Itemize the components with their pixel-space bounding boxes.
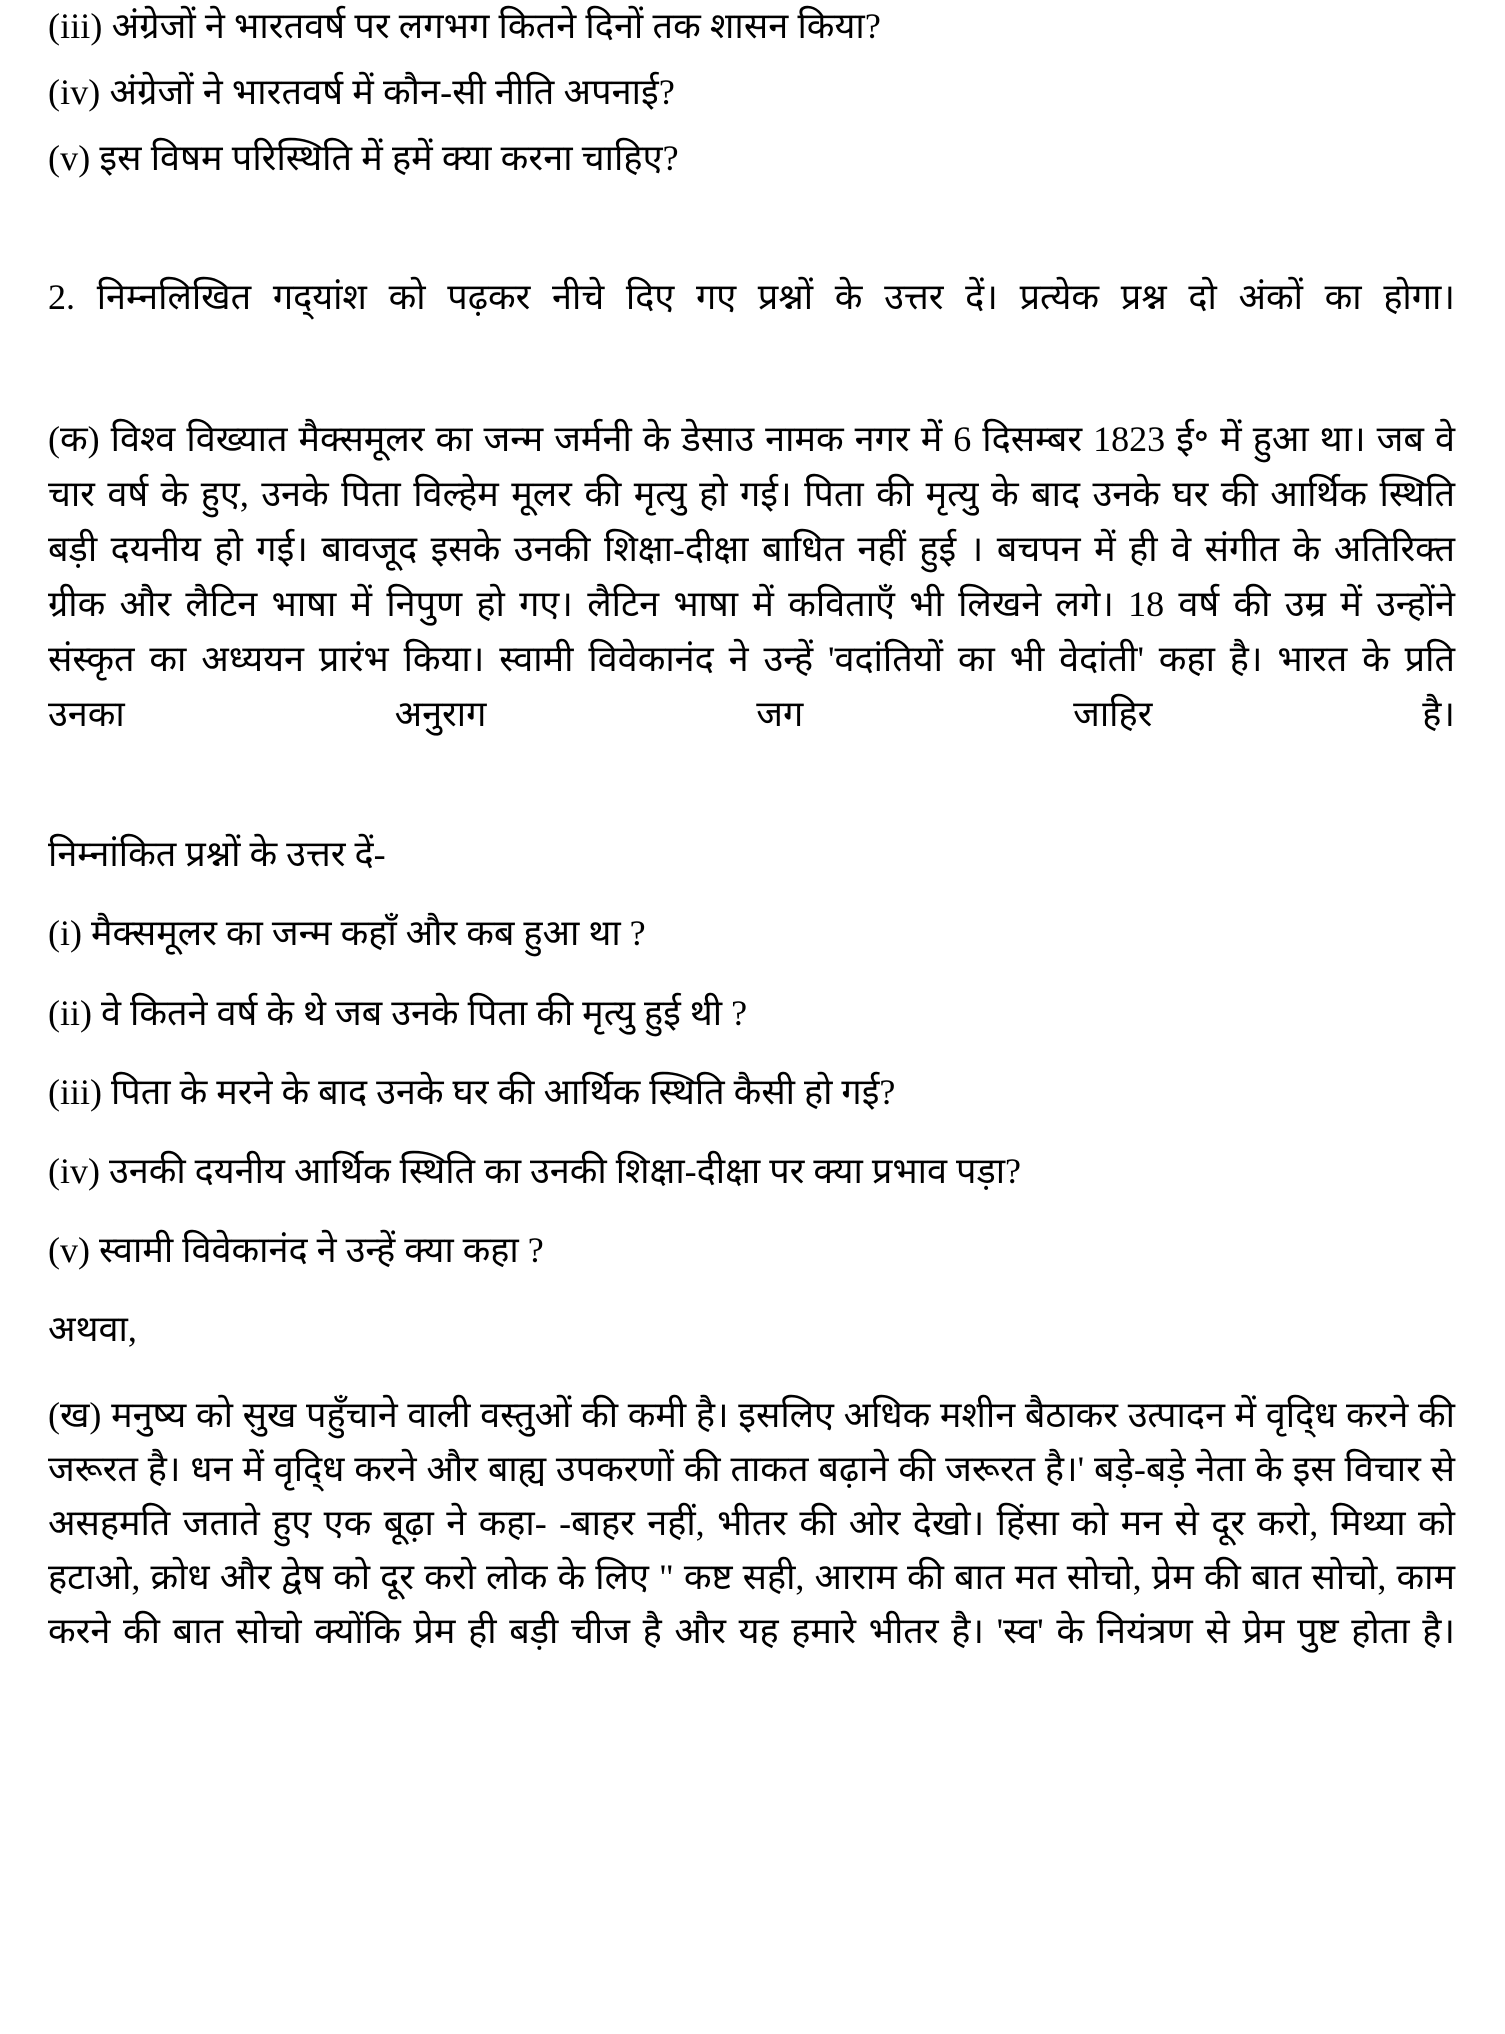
passage-a-question-v bbox=[48, 1229, 1455, 1272]
question-iv-text: अंग्रेजों ने भारतवर्ष में कौन-सी नीति अपनाई? bbox=[109, 72, 675, 112]
passage-a-marker: (क) bbox=[48, 418, 100, 459]
passage-a-question-v-marker: (v) bbox=[48, 1230, 90, 1271]
passage-a-question-ii-marker: (ii) bbox=[48, 992, 92, 1033]
passage-b-marker: (ख) bbox=[48, 1394, 102, 1435]
question-block-v bbox=[48, 140, 1455, 176]
passage-a-question-ii-text: वे कितने वर्ष के थे जब उनके पिता की मृत्यु हुई थी ? bbox=[100, 992, 748, 1033]
passage-b bbox=[48, 1388, 1455, 1712]
question-v-text: इस विषम परिस्थिति में हमें क्या करना चाहिए? bbox=[99, 138, 679, 178]
passage-a-question-iv bbox=[48, 1150, 1455, 1193]
question-iii-line bbox=[48, 8, 1455, 44]
passage-a-question-iv-marker: (iv) bbox=[48, 1150, 100, 1191]
section-2-instruction bbox=[48, 272, 1455, 376]
question-block-iii bbox=[48, 8, 1455, 44]
passage-a-question-iii-marker: (iii) bbox=[48, 1071, 102, 1112]
question-block-iv bbox=[48, 74, 1455, 110]
question-iv-line bbox=[48, 74, 1455, 110]
section-2-instruction-text: निम्नलिखित गद्‍यांश को पढ़कर नीचे दिए गए प्रश्नों के उत्तर दें। प्रत्येक प्रश्न दो अंकों का होगा। bbox=[96, 277, 1455, 317]
alternative-label: अथवा, bbox=[48, 1309, 137, 1350]
passage-b-text: मनुष्य को सुख पहुँचाने वाली वस्तुओं की कमी है। इसलिए अधिक मशीन बैठाकर उत्पादन में वृद्‍धि करने की जरूरत है। धन में वृद्‍धि करने और बाह्य उपकरणों की ताकत बढ़ाने की जरूरत है।' बड़े-बड़े नेता के इस विचार से असहमति जताते हुए एक बूढ़ा ने कहा- -बाहर नहीं, भीतर की ओर देखो। हिंसा को मन से दूर करो, मिथ्या को हटाओ, क्रोध और द्वेष को दूर करो लोक के लिए " कष्ट सही, आराम की बात मत सोचो, प्रेम की बात सोचो, काम करने की बात सोचो क्योंकि प्रेम ही बड़ी चीज है और यह हमारे भीतर है। 'स्व' के नियंत्रण से प्रेम पुष्ट होता है। bbox=[48, 1394, 1456, 1651]
passage-a-question-v-text: स्वामी विवेकानंद ने उन्हें क्या कहा ? bbox=[98, 1230, 544, 1271]
question-v-marker: (v) bbox=[48, 138, 91, 178]
passage-a-question-iii-text: पिता के मरने के बाद उनके घर की आर्थिक स्थिति कैसी हो गई? bbox=[110, 1071, 896, 1112]
section-2-number: 2. bbox=[48, 277, 75, 317]
passage-a-question-ii bbox=[48, 992, 1455, 1035]
question-iii-marker: (iii) bbox=[48, 6, 103, 46]
question-iii-text: अंग्रेजों ने भारतवर्ष पर लगभग कितने दिनों तक शासन किया? bbox=[111, 6, 881, 46]
question-v-line bbox=[48, 140, 1455, 176]
question-iv-marker: (iv) bbox=[48, 72, 101, 112]
passage-a-question-iii bbox=[48, 1071, 1455, 1114]
passage-a bbox=[48, 412, 1455, 798]
passage-a-question-i bbox=[48, 912, 1455, 955]
passage-a-question-i-text: मैक्समूलर का जन्म कहाँ और कब हुआ था ? bbox=[90, 913, 646, 954]
passage-a-question-i-marker: (i) bbox=[48, 913, 82, 954]
passage-a-question-iv-text: उनकी दयनीय आर्थिक स्थिति का उनकी शिक्षा-दीक्षा पर क्या प्रभाव पड़ा? bbox=[108, 1150, 1022, 1191]
answer-prompt: निम्नांकित प्रश्नों के उत्तर दें- bbox=[48, 834, 386, 875]
passage-a-text: विश्व विख्यात मैक्समूलर का जन्म जर्मनी के डेसाउ नामक नगर में 6 दिसम्बर 1823 ई॰ में हुआ था। जब वे चार वर्ष के हुए, उनके पिता विल्हेम मूलर की मृत्यु हो गई। पिता की मृत्यु के बाद उनके घर की आर्थिक स्थिति बड़ी दयनीय हो गई। बावजूद इसके उनकी शिक्षा-दीक्षा बाधित नहीं हुई । बचपन में ही वे संगीत के अतिरिक्त ग्रीक और लैटिन भाषा में निपुण हो गए। लैटिन भाषा में कविताएँ भी लिखने लगे। 18 वर्ष की उम्र में उन्होंने संस्कृत का अध्ययन प्रारंभ किया। स्वामी विवेकानंद ने उन्हें 'वदांतियों का भी वेदांती' कहा है। भारत के प्रति उनका अनुराग जग जाहिर है। bbox=[48, 418, 1456, 735]
